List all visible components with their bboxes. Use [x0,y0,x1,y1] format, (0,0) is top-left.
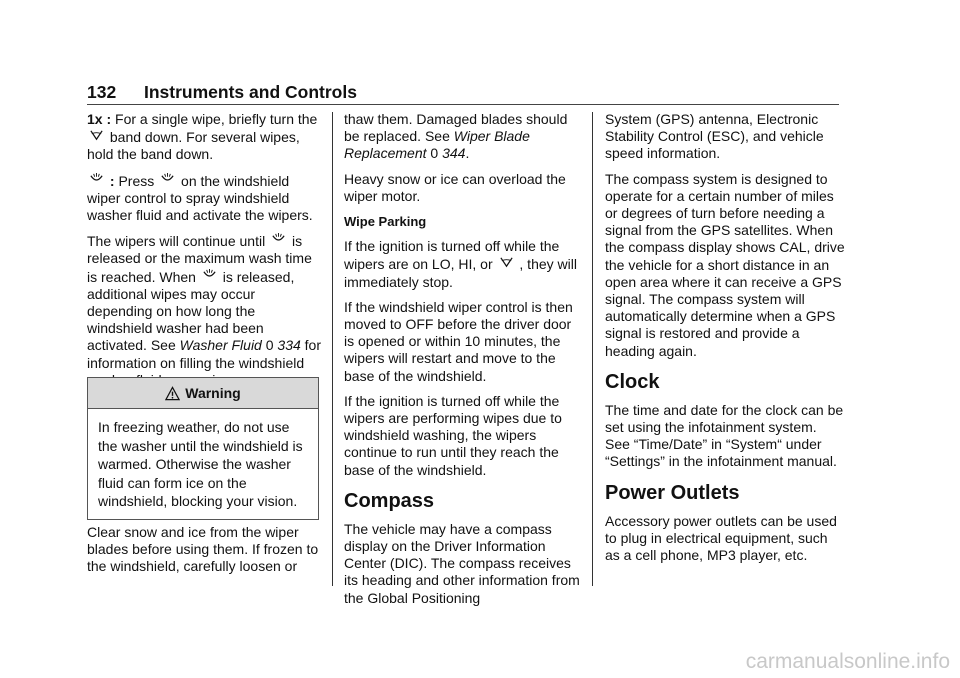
paragraph: Accessory power outlets can be used to plug in electrical equipment, such as a cell phone, MP3 player, etc. [605,512,837,564]
warning-icon [165,386,180,401]
column-2 [344,111,584,615]
paragraph: The wipers will continue until is released or the maximum wash time is reached. When is released, additional wipes may occur depending on how long the windshield washer had been activated. See Washer Fluid 0 334 for information on filling the windshield [87,233,322,371]
page-header [87,82,839,104]
column-1-continued [87,524,327,584]
mist-wipe-icon [89,128,104,143]
paragraph: The time and date for the clock can be set using the infotainment system. See “Time/Date” in “System“ under “Settings” in the infotainment manual. [605,401,844,470]
mist-wipe-icon [499,255,514,270]
single-wipe-label: 1x : [87,111,112,127]
reference-arrow-icon: 0 [430,145,439,162]
cross-reference-link[interactable]: Washer Fluid [179,337,262,354]
heading-compass: Compass [344,489,435,512]
paragraph: The compass system is designed to operate for a certain number of miles or degrees of turn before needing a signal from the GPS satellites. When the compass display shows CAL, drive the vehicle for a short distance in an open area where it can receive a GPS signal. The compass system will automatically determine when a GPS signal is restored and provide a heading again. [605,170,845,359]
paragraph: The vehicle may have a compass display on the Driver Information Center (DIC). The compass receives its heading and other information from the Global Positioning [344,520,580,606]
warning-title: Warning [185,385,241,401]
washer-icon [202,268,217,283]
washer-icon [271,232,286,247]
cross-reference-link[interactable]: Wiper Blade Replacement [344,128,530,162]
section-title: Instruments and Controls [144,82,357,102]
paragraph: If the ignition is turned off while the wipers are on LO, HI, or , they will immediately stop. [344,238,577,290]
column-divider [592,112,593,586]
heading-clock: Clock [605,370,660,393]
paragraph: Heavy snow or ice can overload the wiper motor. [344,170,566,204]
page-number: 132 [87,82,117,102]
reference-arrow-icon: 0 [265,337,274,354]
paragraph: System (GPS) antenna, Electronic Stability Control (ESC), and vehicle speed information. [605,111,824,162]
column-divider [332,112,333,586]
heading-power-outlets: Power Outlets [605,481,740,504]
paragraph: 1x : For a single wipe, briefly turn the band down. For several wipes, hold the band down. [87,111,318,163]
paragraph: If the windshield wiper control is then moved to OFF before the driver door is opened or within 10 minutes, the wipers will restart and move to the base of the windshield. [344,298,573,384]
warning-header [88,378,318,409]
washer-icon [89,172,104,187]
paragraph: If the ignition is turned off while the wipers are performing wipes due to windshield washing, the wipers continue to run until they reach the base of the windshield. [344,392,562,478]
warning-text: In freezing weather, do not use the washer until the windshield is warmed. Otherwise the washer fluid can form ice on the windshield, blocking your vision. [98,419,303,509]
paragraph: : Press on the windshield wiper control to spray windshield washer fluid and activate the wipers. [87,172,313,224]
page-reference[interactable]: 334 [277,337,301,354]
page-reference[interactable]: 344 [442,145,466,162]
subheading: Wipe Parking [344,214,427,230]
column-1 [87,111,323,397]
column-3 [605,111,845,572]
paragraph: Clear snow and ice from the wiper blades before using them. If frozen to the windshield, carefully loosen or [87,524,319,575]
washer-icon [160,172,175,187]
watermark: carmanualsonline.info [745,650,950,673]
paragraph: thaw them. Damaged blades should be replaced. See Wiper Blade Replacement 0 344. [344,111,568,162]
header-divider [87,104,839,105]
warning-box [87,377,319,520]
